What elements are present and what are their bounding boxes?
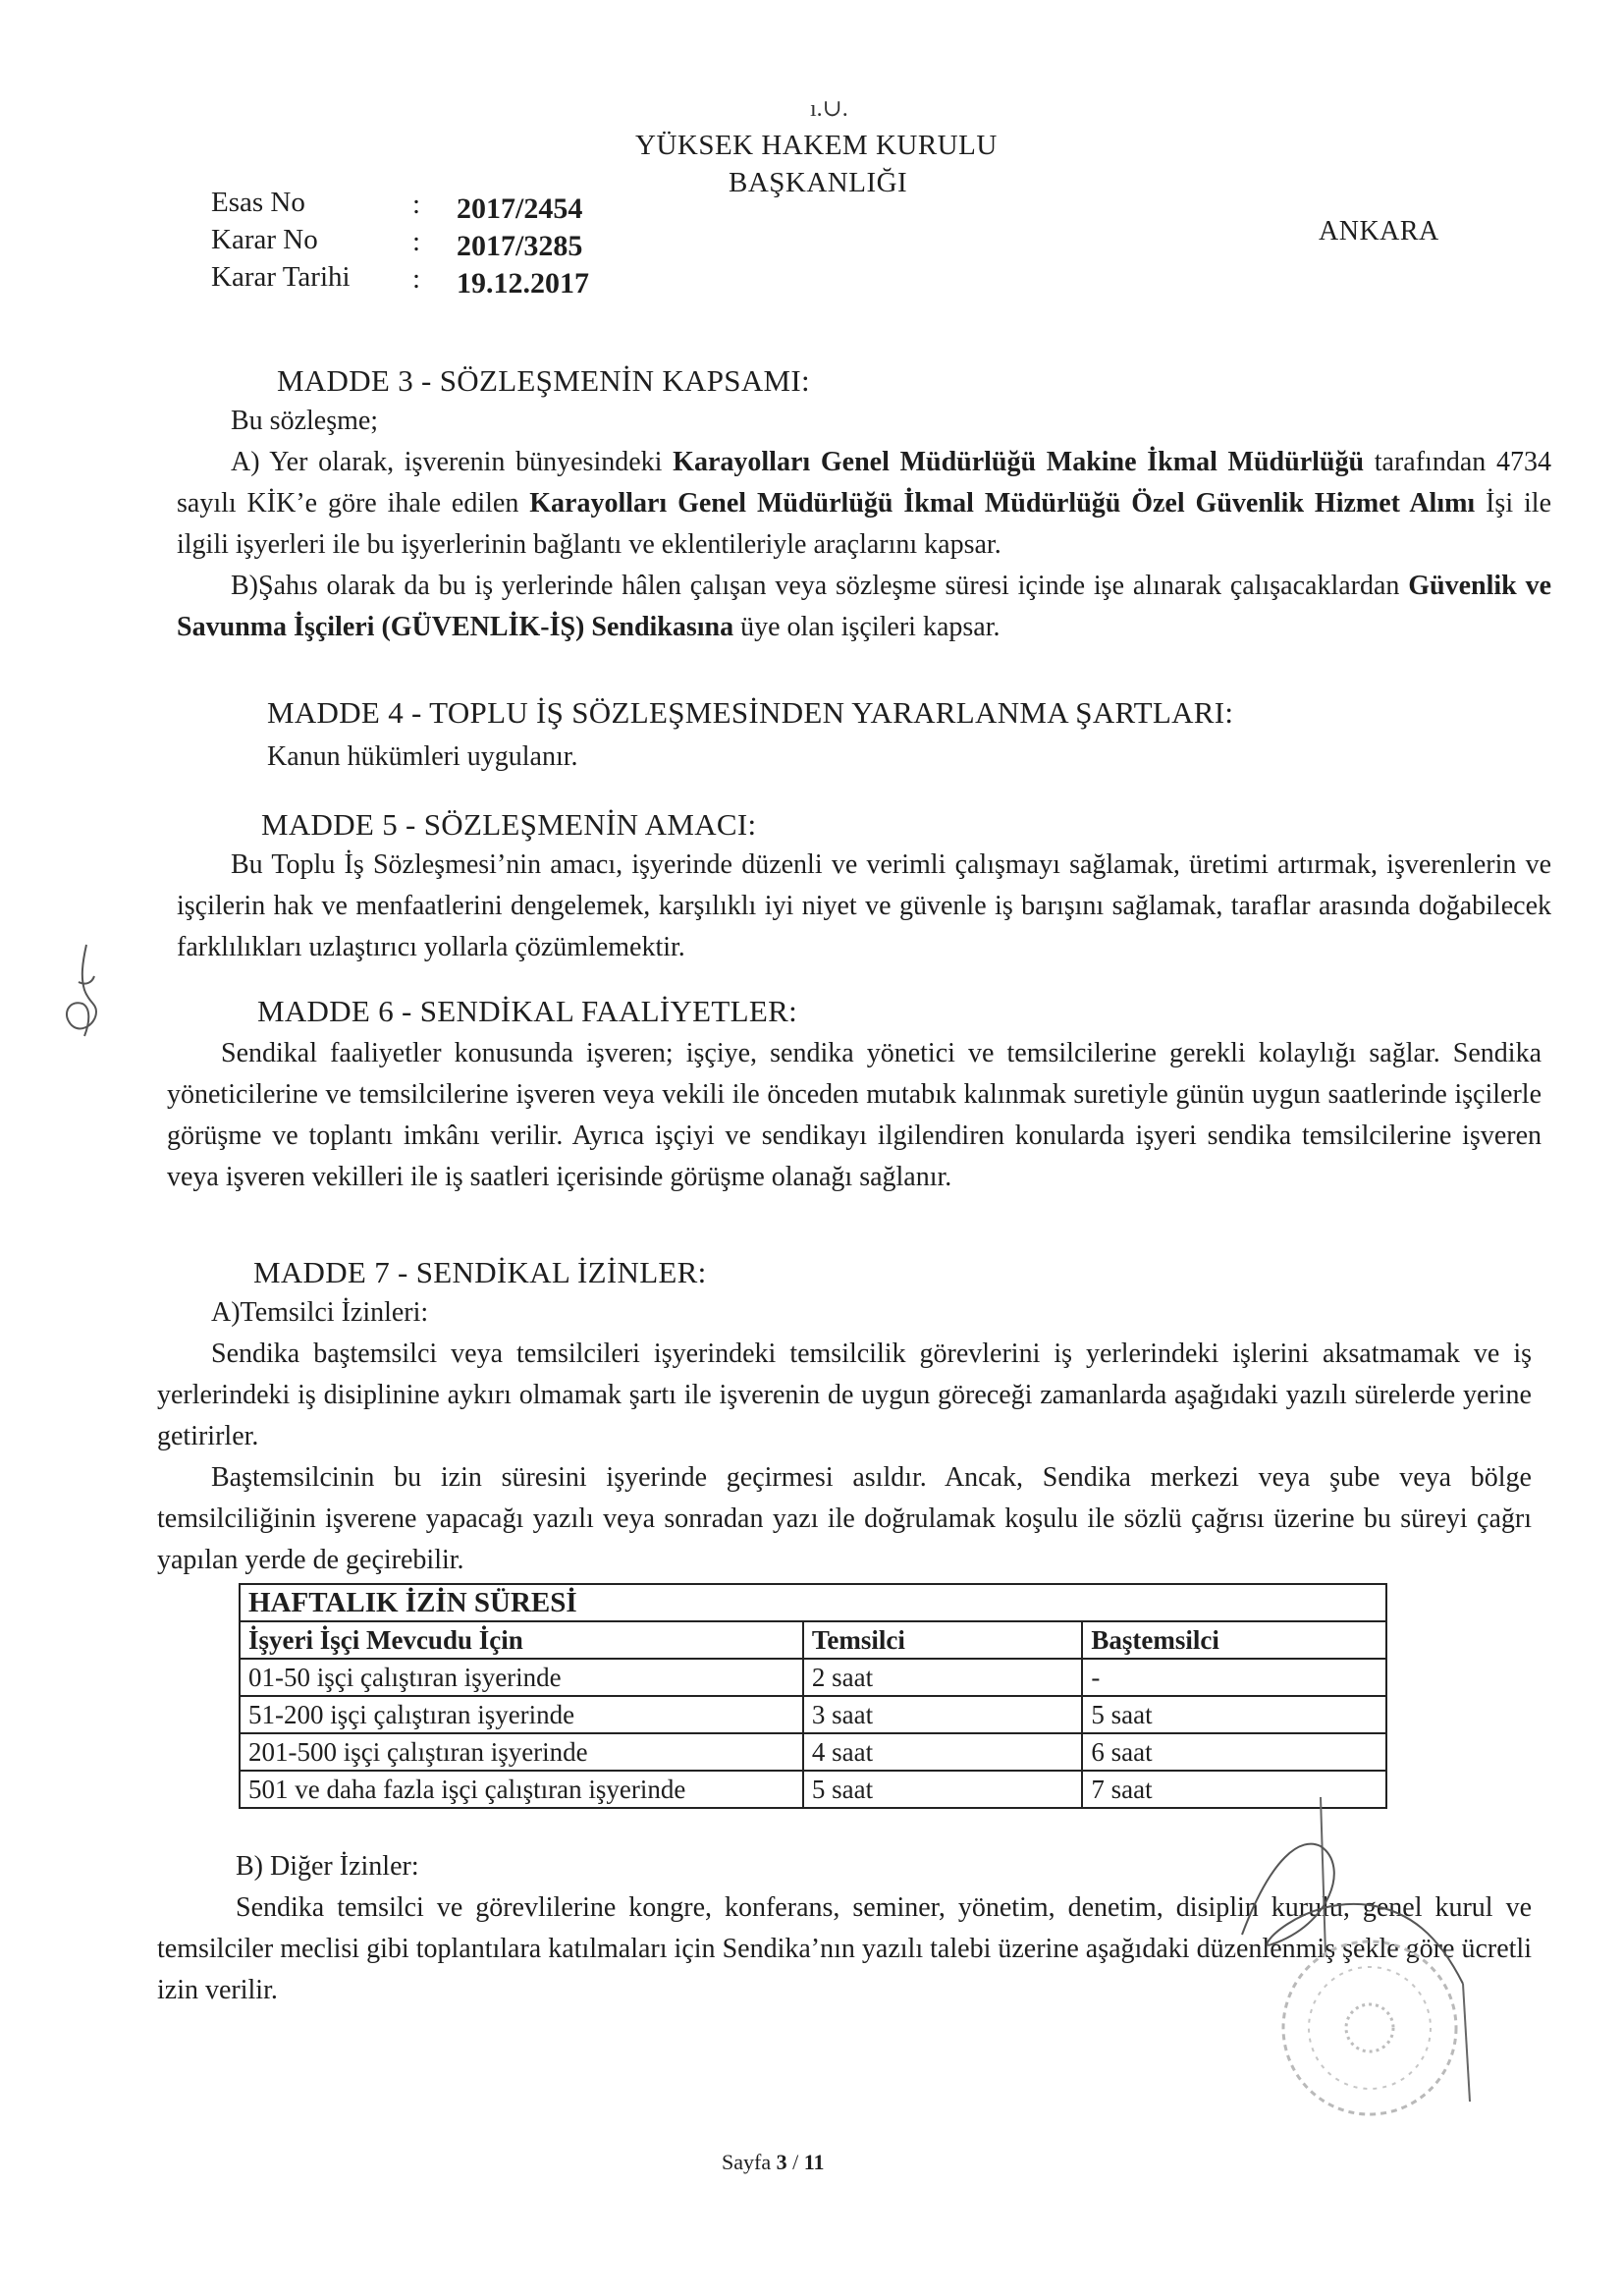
madde-3-a: A) Yer olarak, işverenin bünyesindeki Karayolları Genel Müdürlüğü Makine İkmal Müdürlüğü tarafından 4734 sayılı KİK’e göre ihale edilen Karayolları Genel Müdürlüğü İkmal Müdürlüğü Özel Güvenlik Hizmet Alımı İşi ile ilgili işyerleri ile bu işyerlerinin bağlantı ve eklentileriyle araçlarını kapsar. <box>177 447 1551 560</box>
table-row <box>240 1733 1386 1771</box>
madde-3-b: B)Şahıs olarak da bu iş yerlerinde hâlen çalışan veya sözleşme süresi içinde işe alınarak çalışacaklardan Güvenlik ve Savunma İşçileri (GÜVENLİK-İŞ) Sendikasına üye olan işçileri kapsar. <box>177 571 1551 642</box>
table-cell: 01-50 işçi çalıştıran işyerinde <box>240 1659 803 1696</box>
table-header: Temsilci <box>803 1621 1083 1659</box>
madde-6-body <box>167 1033 1542 1198</box>
handwritten-initial-mark <box>57 943 116 1051</box>
table-header: İşyeri İşçi Mevcudu İçin <box>240 1621 803 1659</box>
meta-colon: : <box>412 189 421 220</box>
table-header-row <box>240 1621 1386 1659</box>
table-cell: 2 saat <box>803 1659 1083 1696</box>
madde-5-title: MADDE 5 - SÖZLEŞMENİN AMACI: <box>261 807 757 842</box>
page-number: Sayfa 3 / 11 <box>722 2150 825 2174</box>
table-row <box>240 1696 1386 1733</box>
madde-5-text: Bu Toplu İş Sözleşmesi’nin amacı, işyerinde düzenli ve verimli çalışmayı sağlamak, üretimi artırmak, işverenlerin ve işçilerin hak ve menfaatlerini dengelemek, karşılıklı iyi niyet ve güvenle iş barışını sağlamak, taraflar arasında doğabilecek farklılıkları uzlaştırıcı yollarla çözümlemektir. <box>177 849 1551 962</box>
meta-label: Esas No <box>211 187 305 218</box>
table-cell: 5 saat <box>1082 1696 1386 1733</box>
table-title-row <box>240 1584 1386 1621</box>
meta-colon: : <box>412 226 421 257</box>
table-cell: 501 ve daha fazla işçi çalıştıran işyerinde <box>240 1771 803 1808</box>
madde-7-p1: Sendika baştemsilci veya temsilcileri işyerindeki temsilcilik görevlerini iş yerlerindeki işlerini aksatmamak ve iş yerlerindeki iş disiplinine aykırı olmamak şartı ile işverenin de uygun göreceği zamanlarda aşağıdaki yazılı sürelerde yerine getirirler. <box>157 1339 1532 1451</box>
table-title: HAFTALIK İZİN SÜRESİ <box>240 1584 1386 1621</box>
madde-4-title: MADDE 4 - TOPLU İŞ SÖZLEŞMESİNDEN YARARLANMA ŞARTLARI: <box>267 695 1234 730</box>
table-cell: - <box>1082 1659 1386 1696</box>
institution-name: YÜKSEK HAKEM KURULU <box>635 130 998 161</box>
madde-7-body-a <box>157 1292 1532 1581</box>
header-tc-fragment: ı.∪. <box>810 96 848 122</box>
city-label: ANKARA <box>1319 216 1439 246</box>
meta-label: Karar No <box>211 224 318 255</box>
meta-value: 2017/2454 <box>457 192 583 225</box>
table-cell: 5 saat <box>803 1771 1083 1808</box>
table-cell: 6 saat <box>1082 1733 1386 1771</box>
meta-colon: : <box>412 263 421 295</box>
madde-3-body <box>177 401 1551 648</box>
madde-7-sub-b: B) Diğer İzinler: <box>236 1851 419 1882</box>
table-cell: 4 saat <box>803 1733 1083 1771</box>
madde-3-title: MADDE 3 - SÖZLEŞMENİN KAPSAMI: <box>277 363 810 398</box>
signature-and-seal <box>1213 1777 1507 2151</box>
table-cell: 7 saat <box>1082 1771 1386 1808</box>
madde-7-title: MADDE 7 - SENDİKAL İZİNLER: <box>253 1255 707 1289</box>
madde-7-p2: Baştemsilcinin bu izin süresini işyerinde geçirmesi asıldır. Ancak, Sendika merkezi veya şube veya bölge temsilciliğinin işverene yapacağı yazılı veya sonradan yazı ile doğrulamak koşulu ile sözlü çağrısı üzerine bu süreyi çağrı yapılan yerde de geçirebilir. <box>157 1462 1532 1575</box>
meta-value: 2017/3285 <box>457 230 583 262</box>
institution-office: BAŞKANLIĞI <box>729 167 908 198</box>
meta-value: 19.12.2017 <box>457 267 589 300</box>
table-header: Baştemsilci <box>1082 1621 1386 1659</box>
madde-5-body <box>177 845 1551 968</box>
madde-4-text: Kanun hükümleri uygulanır. <box>267 741 578 772</box>
madde-7-sub-a: A)Temsilci İzinleri: <box>211 1297 429 1328</box>
madde-6-text: Sendikal faaliyetler konusunda işveren; işçiye, sendika yönetici ve temsilcilerine gerekli kolaylığı sağlar. Sendika yöneticilerine ve temsilcilerine işveren veya vekili ile önceden mutabık kalınmak suretiyle günün uygun saatlerinde işçilerle görüşme ve toplantı imkânı verilir. Ayrıca işçiyi ve sendikayı ilgilendiren konularda işyeri sendika temsilcilerine işveren veya işveren vekilleri ile iş saatleri içerisinde görüşme olanağı sağlanır. <box>167 1038 1542 1192</box>
madde-7-p3: Sendika temsilci ve görevlilerine kongre, konferans, seminer, yönetim, denetim, disiplin kurulu, genel kurul ve temsilciler meclisi gibi toplantılara katılmaları için Sendika’nın yazılı talebi üzerine aşağıdaki düzenlenmiş şekle göre ücretli izin verilir. <box>157 1892 1532 2005</box>
meta-label: Karar Tarihi <box>211 261 351 293</box>
table-cell: 201-500 işçi çalıştıran işyerinde <box>240 1733 803 1771</box>
table-cell: 3 saat <box>803 1696 1083 1733</box>
table-row <box>240 1659 1386 1696</box>
table-cell: 51-200 işçi çalıştıran işyerinde <box>240 1696 803 1733</box>
madde-6-title: MADDE 6 - SENDİKAL FAALİYETLER: <box>257 994 798 1028</box>
madde-3-intro: Bu sözleşme; <box>231 406 379 436</box>
weekly-leave-table <box>239 1583 1387 1809</box>
